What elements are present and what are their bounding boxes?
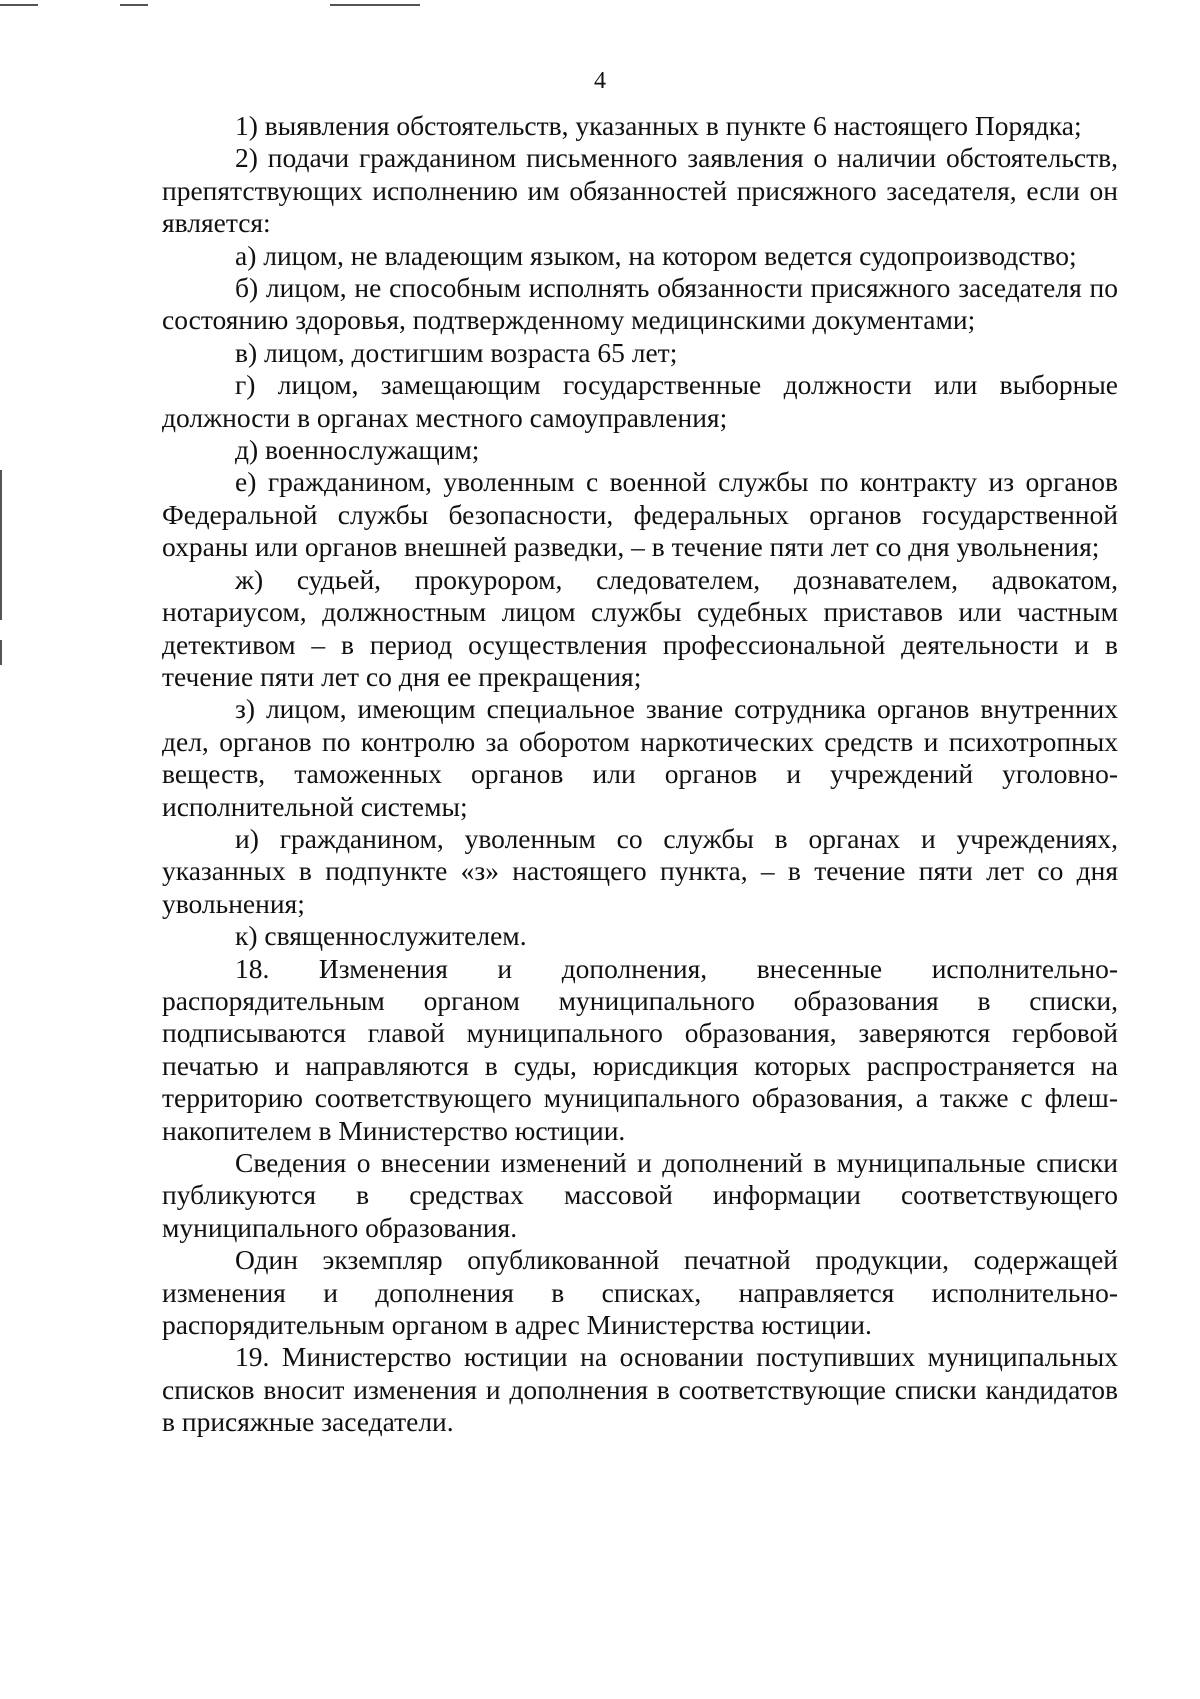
paragraph-12: к) священнослужителем. xyxy=(235,920,527,952)
paragraph-8: е) гражданином, уволенным с военной службы по контракту из органов Федеральной службы безопасности, федеральных органов государственной охраны или органов внешней разведки, – в течение пяти лет со дня увольнения; xyxy=(162,466,1118,563)
paragraph-3: а) лицом, не владеющим языком, на котором ведется судопроизводство; xyxy=(235,239,1077,271)
paragraph-5: в) лицом, достигшим возраста 65 лет; xyxy=(235,336,678,368)
paragraph-2: 2) подачи гражданином письменного заявления о наличии обстоятельств, препятствующих исполнению им обязанностей присяжного заседателя, если он является: xyxy=(162,142,1118,239)
paragraph-13: 18. Изменения и дополнения, внесенные исполнительно-распорядительным органом муниципального образования в списки, подписываются главой муниципального образования, заверяются гербовой печатью и направляются в суды, юрисдикция которых распространяется на территорию соответствующего муниципального образования, а также с флеш-накопителем в Министерство юстиции. xyxy=(162,952,1118,1146)
scan-mark-side-lower xyxy=(0,640,2,665)
paragraph-16: 19. Министерство юстиции на основании поступивших муниципальных списков вносит изменения и дополнения в соответствующие списки кандидатов в присяжные заседатели. xyxy=(162,1341,1118,1438)
document-body xyxy=(162,110,1118,1439)
paragraph-15: Один экземпляр опубликованной печатной продукции, содержащей изменения и дополнения в списках, направляется исполнительно-распорядительным органом в адрес Министерства юстиции. xyxy=(162,1244,1118,1341)
scan-mark-side-upper xyxy=(0,470,2,620)
scan-mark-top-left xyxy=(0,4,38,6)
paragraph-7: д) военнослужащим; xyxy=(235,434,480,466)
paragraph-10: з) лицом, имеющим специальное звание сотрудника органов внутренних дел, органов по контролю за оборотом наркотических средств и психотропных веществ, таможенных органов или органов и учреждений уголовно-исполнительной системы; xyxy=(162,693,1118,822)
paragraph-11: и) гражданином, уволенным со службы в органах и учреждениях, указанных в подпункте «з» настоящего пункта, – в течение пяти лет со дня увольнения; xyxy=(162,822,1118,919)
paragraph-1: 1) выявления обстоятельств, указанных в пункте 6 настоящего Порядка; xyxy=(235,110,1082,141)
paragraph-14: Сведения о внесении изменений и дополнений в муниципальные списки публикуются в средствах массовой информации соответствующего муниципального образования. xyxy=(162,1147,1118,1243)
paragraph-9: ж) судьей, прокурором, следователем, дознавателем, адвокатом, нотариусом, должностным лицом службы судебных приставов или частным детективом – в период осуществления профессиональной деятельности и в течение пяти лет со дня ее прекращения; xyxy=(162,563,1118,692)
paragraph-6: г) лицом, замещающим государственные должности или выборные должности в органах местного самоуправления; xyxy=(162,369,1118,433)
scan-mark-top-center-left xyxy=(120,4,148,6)
scan-mark-top-center xyxy=(330,4,420,6)
page-number: 4 xyxy=(594,68,606,94)
paragraph-4: б) лицом, не способным исполнять обязанности присяжного заседателя по состоянию здоровья, подтвержденному медицинскими документами; xyxy=(162,272,1118,336)
